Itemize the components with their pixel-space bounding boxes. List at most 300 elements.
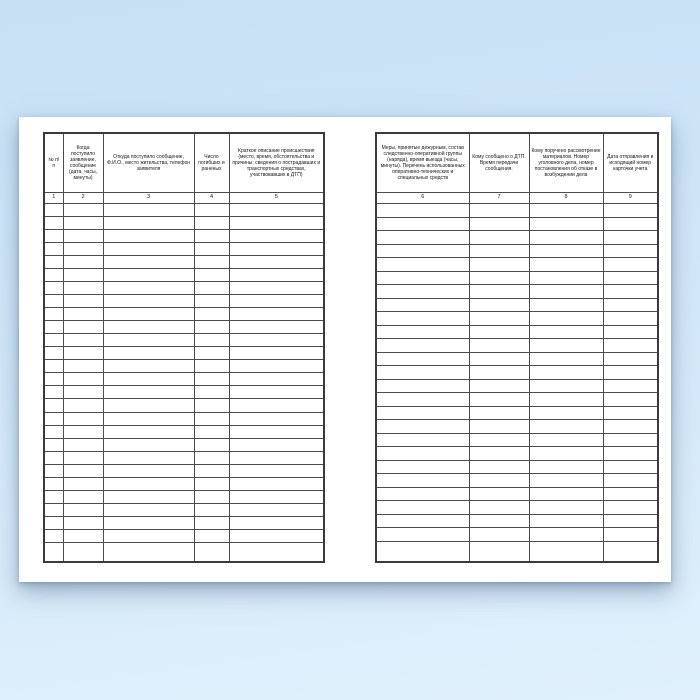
empty-cell — [603, 231, 658, 245]
empty-cell — [469, 447, 529, 461]
empty-cell — [529, 447, 603, 461]
empty-cell — [103, 438, 194, 451]
empty-cell — [603, 393, 658, 407]
empty-cell — [376, 271, 469, 285]
empty-cell — [44, 477, 63, 490]
empty-cell — [229, 529, 324, 542]
empty-cell — [103, 464, 194, 477]
table-row — [376, 258, 658, 272]
empty-cell — [44, 243, 63, 256]
empty-cell — [229, 243, 324, 256]
empty-cell — [44, 308, 63, 321]
empty-cell — [229, 334, 324, 347]
empty-cell — [103, 425, 194, 438]
empty-cell — [44, 542, 63, 562]
empty-cell — [229, 477, 324, 490]
empty-cell — [229, 204, 324, 217]
empty-cell — [469, 379, 529, 393]
empty-cell — [63, 360, 103, 373]
empty-cell — [194, 490, 229, 503]
empty-cell — [603, 501, 658, 515]
empty-cell — [44, 282, 63, 295]
empty-cell — [376, 325, 469, 339]
empty-cell — [63, 490, 103, 503]
empty-cell — [194, 425, 229, 438]
empty-cell — [376, 339, 469, 353]
table-row — [376, 528, 658, 542]
empty-cell — [529, 474, 603, 488]
empty-cell — [103, 451, 194, 464]
empty-cell — [603, 339, 658, 353]
empty-cell — [376, 298, 469, 312]
table-row — [376, 406, 658, 420]
empty-cell — [44, 295, 63, 308]
empty-cell — [603, 528, 658, 542]
empty-cell — [603, 366, 658, 380]
empty-cell — [603, 285, 658, 299]
empty-cell — [229, 399, 324, 412]
empty-cell — [194, 217, 229, 230]
empty-cell — [469, 420, 529, 434]
empty-cell — [44, 230, 63, 243]
table-row — [376, 244, 658, 258]
column-number-3: 3 — [103, 193, 194, 204]
empty-cell — [376, 366, 469, 380]
table-row — [44, 269, 324, 282]
empty-cell — [44, 204, 63, 217]
empty-cell — [63, 308, 103, 321]
empty-cell — [103, 295, 194, 308]
empty-cell — [529, 460, 603, 474]
table-row — [376, 379, 658, 393]
empty-cell — [194, 477, 229, 490]
empty-cell — [229, 230, 324, 243]
empty-cell — [44, 503, 63, 516]
table-row — [44, 542, 324, 562]
empty-cell — [103, 490, 194, 503]
empty-cell — [194, 529, 229, 542]
column-number-1: 1 — [44, 193, 63, 204]
column-header-1: № п/п — [44, 133, 63, 193]
empty-cell — [469, 474, 529, 488]
table-row — [44, 451, 324, 464]
table-row — [376, 501, 658, 515]
empty-cell — [603, 474, 658, 488]
empty-cell — [194, 204, 229, 217]
empty-cell — [194, 373, 229, 386]
empty-cell — [229, 373, 324, 386]
empty-cell — [529, 204, 603, 218]
empty-cell — [63, 503, 103, 516]
empty-cell — [63, 464, 103, 477]
empty-cell — [529, 487, 603, 501]
empty-cell — [529, 271, 603, 285]
empty-cell — [529, 231, 603, 245]
empty-cell — [603, 325, 658, 339]
table-row — [376, 447, 658, 461]
empty-cell — [63, 269, 103, 282]
empty-cell — [529, 514, 603, 528]
empty-cell — [63, 256, 103, 269]
column-number-7: 7 — [469, 193, 529, 204]
empty-cell — [194, 347, 229, 360]
empty-cell — [194, 334, 229, 347]
empty-cell — [376, 487, 469, 501]
empty-cell — [44, 529, 63, 542]
empty-cell — [529, 339, 603, 353]
empty-cell — [63, 542, 103, 562]
table-row — [376, 339, 658, 353]
header-row — [44, 133, 324, 193]
empty-cell — [469, 433, 529, 447]
empty-cell — [229, 516, 324, 529]
empty-cell — [376, 406, 469, 420]
empty-cell — [376, 285, 469, 299]
empty-cell — [529, 379, 603, 393]
empty-cell — [529, 501, 603, 515]
empty-cell — [63, 295, 103, 308]
table-row — [376, 433, 658, 447]
empty-cell — [469, 528, 529, 542]
empty-cell — [376, 514, 469, 528]
empty-cell — [529, 244, 603, 258]
table-row — [44, 399, 324, 412]
empty-cell — [603, 271, 658, 285]
empty-cell — [194, 464, 229, 477]
empty-cell — [376, 352, 469, 366]
empty-cell — [194, 269, 229, 282]
empty-cell — [529, 541, 603, 562]
empty-cell — [376, 433, 469, 447]
empty-cell — [529, 366, 603, 380]
empty-cell — [229, 490, 324, 503]
empty-cell — [229, 360, 324, 373]
table-row — [376, 393, 658, 407]
table-row — [44, 347, 324, 360]
table-row — [44, 204, 324, 217]
empty-cell — [469, 406, 529, 420]
empty-cell — [44, 451, 63, 464]
empty-cell — [103, 412, 194, 425]
empty-cell — [603, 217, 658, 231]
empty-cell — [44, 412, 63, 425]
column-header-2: Когда поступило заявление, сообщение (дата, часы, минуты) — [63, 133, 103, 193]
empty-cell — [376, 474, 469, 488]
empty-cell — [194, 386, 229, 399]
empty-cell — [469, 312, 529, 326]
column-header-9: Дата отправления и исходящий номер карточки учета — [603, 133, 658, 193]
table-row — [44, 295, 324, 308]
empty-cell — [44, 399, 63, 412]
table-row — [44, 321, 324, 334]
empty-cell — [603, 312, 658, 326]
empty-cell — [194, 256, 229, 269]
empty-cell — [44, 386, 63, 399]
empty-cell — [469, 352, 529, 366]
table-row — [44, 308, 324, 321]
empty-cell — [469, 501, 529, 515]
table-row — [376, 231, 658, 245]
empty-cell — [103, 477, 194, 490]
column-header-7: Кому сообщено о ДТП. Время передачи сообщения. — [469, 133, 529, 193]
empty-cell — [44, 256, 63, 269]
empty-cell — [376, 204, 469, 218]
table-row — [376, 325, 658, 339]
empty-cell — [103, 308, 194, 321]
empty-cell — [194, 438, 229, 451]
empty-cell — [44, 373, 63, 386]
empty-cell — [63, 438, 103, 451]
empty-cell — [194, 295, 229, 308]
empty-cell — [229, 282, 324, 295]
empty-cell — [194, 412, 229, 425]
empty-cell — [63, 529, 103, 542]
empty-cell — [469, 325, 529, 339]
empty-cell — [103, 269, 194, 282]
empty-cell — [469, 487, 529, 501]
empty-cell — [469, 514, 529, 528]
empty-cell — [194, 230, 229, 243]
column-number-row — [376, 193, 658, 204]
table-row — [376, 217, 658, 231]
empty-cell — [44, 347, 63, 360]
empty-cell — [63, 243, 103, 256]
empty-cell — [63, 217, 103, 230]
table-row — [44, 217, 324, 230]
empty-cell — [194, 503, 229, 516]
column-number-6: 6 — [376, 193, 469, 204]
journal-spread-sheet — [19, 117, 671, 582]
empty-cell — [194, 451, 229, 464]
table-row — [376, 487, 658, 501]
empty-cell — [103, 529, 194, 542]
empty-cell — [44, 334, 63, 347]
header-row — [376, 133, 658, 193]
empty-cell — [103, 321, 194, 334]
table-row — [44, 503, 324, 516]
empty-cell — [63, 451, 103, 464]
empty-cell — [469, 393, 529, 407]
table-row — [376, 420, 658, 434]
table-row — [44, 438, 324, 451]
empty-cell — [63, 282, 103, 295]
empty-cell — [63, 399, 103, 412]
empty-cell — [529, 312, 603, 326]
empty-cell — [44, 464, 63, 477]
empty-cell — [63, 373, 103, 386]
journal-table-right — [375, 132, 659, 563]
empty-cell — [63, 204, 103, 217]
empty-cell — [44, 217, 63, 230]
empty-cell — [603, 258, 658, 272]
table-row — [376, 298, 658, 312]
empty-cell — [376, 460, 469, 474]
empty-cell — [63, 412, 103, 425]
table-row — [44, 334, 324, 347]
empty-cell — [469, 460, 529, 474]
table-row — [44, 477, 324, 490]
empty-cell — [103, 347, 194, 360]
empty-cell — [229, 386, 324, 399]
table-row — [376, 460, 658, 474]
empty-cell — [229, 321, 324, 334]
empty-cell — [229, 412, 324, 425]
table-row — [44, 425, 324, 438]
empty-cell — [103, 243, 194, 256]
empty-cell — [44, 269, 63, 282]
empty-cell — [529, 325, 603, 339]
empty-cell — [603, 379, 658, 393]
empty-cell — [229, 295, 324, 308]
empty-cell — [63, 334, 103, 347]
table-row — [44, 373, 324, 386]
table-row — [44, 490, 324, 503]
empty-cell — [103, 334, 194, 347]
empty-cell — [103, 373, 194, 386]
empty-cell — [376, 501, 469, 515]
empty-cell — [103, 503, 194, 516]
empty-cell — [529, 420, 603, 434]
empty-cell — [194, 282, 229, 295]
empty-cell — [529, 433, 603, 447]
table-row — [376, 285, 658, 299]
column-header-3: Откуда поступило сообщение, Ф.И.О., место жительства, телефон заявителя — [103, 133, 194, 193]
empty-cell — [469, 271, 529, 285]
empty-cell — [603, 460, 658, 474]
table-row — [376, 352, 658, 366]
empty-cell — [529, 393, 603, 407]
empty-cell — [194, 360, 229, 373]
empty-cell — [229, 464, 324, 477]
empty-cell — [529, 217, 603, 231]
empty-cell — [376, 447, 469, 461]
empty-cell — [603, 420, 658, 434]
empty-cell — [603, 433, 658, 447]
empty-cell — [529, 298, 603, 312]
empty-cell — [603, 298, 658, 312]
empty-cell — [376, 541, 469, 562]
table-row — [376, 204, 658, 218]
empty-cell — [44, 321, 63, 334]
empty-cell — [469, 298, 529, 312]
empty-cell — [103, 516, 194, 529]
empty-cell — [103, 386, 194, 399]
empty-cell — [529, 352, 603, 366]
table-row — [44, 386, 324, 399]
table-row — [44, 516, 324, 529]
empty-cell — [44, 360, 63, 373]
empty-cell — [376, 231, 469, 245]
empty-cell — [376, 312, 469, 326]
empty-cell — [44, 438, 63, 451]
empty-cell — [194, 321, 229, 334]
empty-cell — [376, 244, 469, 258]
empty-cell — [603, 352, 658, 366]
empty-cell — [469, 217, 529, 231]
empty-cell — [44, 425, 63, 438]
empty-cell — [103, 256, 194, 269]
empty-cell — [63, 477, 103, 490]
empty-cell — [603, 204, 658, 218]
table-row — [44, 282, 324, 295]
empty-cell — [194, 399, 229, 412]
table-row — [44, 464, 324, 477]
empty-cell — [603, 514, 658, 528]
column-header-5: Краткое описание происшествия (место, время, обстоятельства и причины; сведения о пострадавших и транспортных средствах, участвовавших в ДТП) — [229, 133, 324, 193]
empty-cell — [469, 244, 529, 258]
empty-cell — [603, 487, 658, 501]
empty-cell — [229, 542, 324, 562]
empty-cell — [376, 420, 469, 434]
empty-cell — [529, 258, 603, 272]
empty-cell — [44, 516, 63, 529]
table-row — [44, 412, 324, 425]
column-number-row — [44, 193, 324, 204]
column-number-5: 5 — [229, 193, 324, 204]
column-header-8: Кому поручено рассмотрение материалов. Номер уголовного дела, номер постановления об отказе в возбуждении дела — [529, 133, 603, 193]
empty-cell — [194, 516, 229, 529]
empty-cell — [603, 244, 658, 258]
empty-cell — [229, 269, 324, 282]
table-row — [376, 271, 658, 285]
table-row — [44, 243, 324, 256]
column-number-4: 4 — [194, 193, 229, 204]
empty-cell — [63, 230, 103, 243]
empty-cell — [194, 542, 229, 562]
empty-cell — [469, 231, 529, 245]
journal-table-left — [43, 132, 325, 563]
empty-cell — [469, 285, 529, 299]
empty-cell — [469, 541, 529, 562]
empty-cell — [44, 490, 63, 503]
empty-cell — [469, 366, 529, 380]
empty-cell — [63, 347, 103, 360]
empty-cell — [63, 425, 103, 438]
empty-cell — [229, 503, 324, 516]
table-row — [376, 514, 658, 528]
table-row — [44, 360, 324, 373]
empty-cell — [229, 308, 324, 321]
table-row — [376, 541, 658, 562]
empty-cell — [603, 541, 658, 562]
empty-cell — [103, 360, 194, 373]
empty-cell — [376, 217, 469, 231]
empty-cell — [603, 447, 658, 461]
empty-cell — [229, 425, 324, 438]
empty-cell — [469, 258, 529, 272]
empty-cell — [229, 438, 324, 451]
empty-cell — [229, 451, 324, 464]
empty-cell — [194, 243, 229, 256]
empty-cell — [376, 528, 469, 542]
empty-cell — [103, 204, 194, 217]
empty-cell — [603, 406, 658, 420]
table-row — [376, 366, 658, 380]
empty-cell — [376, 258, 469, 272]
column-number-8: 8 — [529, 193, 603, 204]
empty-cell — [469, 339, 529, 353]
empty-cell — [103, 230, 194, 243]
empty-cell — [229, 256, 324, 269]
empty-cell — [103, 542, 194, 562]
empty-cell — [529, 406, 603, 420]
empty-cell — [63, 516, 103, 529]
column-number-9: 9 — [603, 193, 658, 204]
empty-cell — [63, 321, 103, 334]
table-row — [44, 256, 324, 269]
empty-cell — [529, 285, 603, 299]
column-number-2: 2 — [63, 193, 103, 204]
